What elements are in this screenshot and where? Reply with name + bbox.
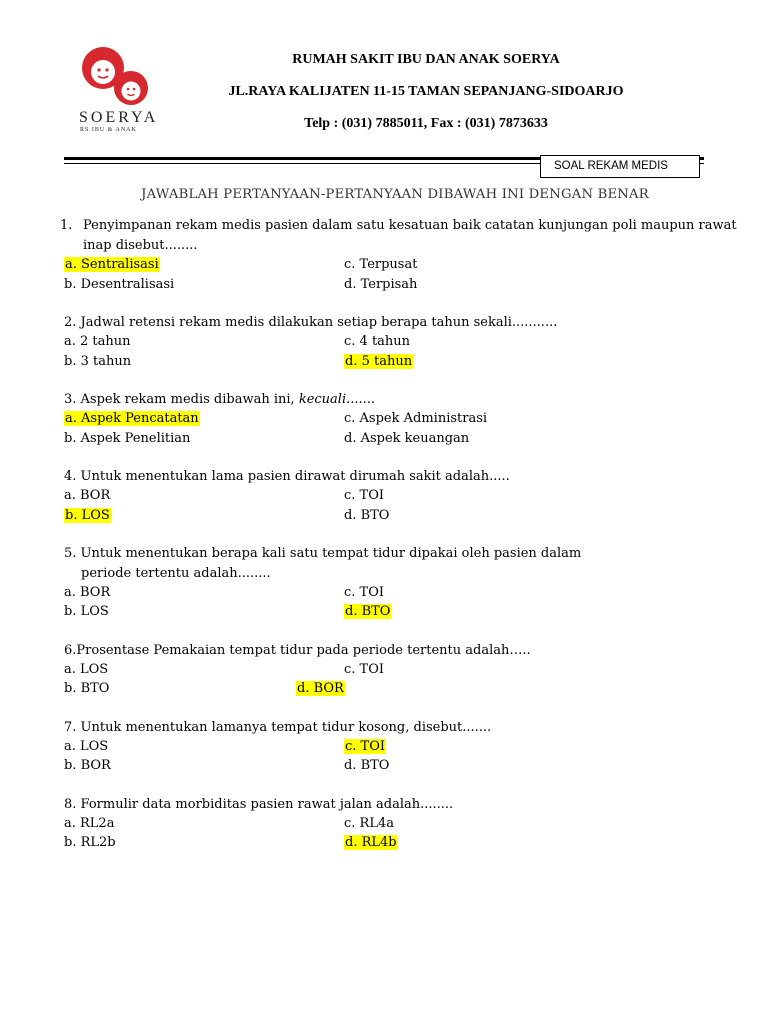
- option-a: a. LOS: [64, 662, 109, 677]
- question-text: 5. Untuk menentukan berapa kali satu tempat tidur dipakai oleh pasien dalam: [64, 546, 582, 561]
- option-c: c. RL4a: [344, 816, 394, 831]
- question-text-continued: inap disebut........: [83, 238, 198, 253]
- question-text: 2. Jadwal retensi rekam medis dilakukan setiap berapa tahun sekali...........: [64, 315, 558, 330]
- option-a: a. BOR: [64, 488, 111, 503]
- option-c: c. Aspek Administrasi: [344, 411, 488, 426]
- question-number: 1.: [60, 218, 73, 233]
- option-b: b. Desentralisasi: [64, 277, 175, 292]
- question-text: [64, 391, 375, 408]
- option-c: c. TOI: [344, 585, 385, 600]
- option-d: d. BOR: [297, 681, 344, 696]
- option-c: c. TOI: [345, 739, 386, 754]
- option-b: b. RL2b: [64, 835, 116, 850]
- option-a: a. RL2a: [64, 816, 115, 831]
- option-d: d. BTO: [344, 758, 390, 773]
- option-c: c. Terpusat: [344, 257, 418, 272]
- question-text-emphasis: kecuali: [298, 392, 347, 407]
- option-b: b. 3 tahun: [64, 354, 132, 369]
- option-b: b. LOS: [65, 508, 110, 523]
- instruction-heading: JAWABLAH PERTANYAAN-PERTANYAAN DIBAWAH INI DENGAN BENAR: [141, 187, 649, 202]
- option-d: d. RL4b: [345, 835, 397, 850]
- logo-tagline: RS IBU & ANAK: [80, 127, 137, 133]
- option-c: c. 4 tahun: [344, 334, 411, 349]
- option-a: a. Aspek Pencatatan: [65, 411, 199, 426]
- hospital-address: JL.RAYA KALIJATEN 11-15 TAMAN SEPANJANG-SIDOARJO: [228, 84, 624, 99]
- question-text: 4. Untuk menentukan lama pasien dirawat dirumah sakit adalah.....: [64, 469, 510, 484]
- question-text: 6.Prosentase Pemakaian tempat tidur pada periode tertentu adalah…..: [64, 643, 531, 658]
- option-c: c. TOI: [344, 488, 385, 503]
- option-d: d. Aspek keuangan: [344, 431, 470, 446]
- logo-wordmark: SOERYA: [79, 109, 159, 126]
- option-d: d. BTO: [344, 508, 390, 523]
- option-b: b. LOS: [64, 604, 109, 619]
- option-b: b. Aspek Penelitian: [64, 431, 191, 446]
- hospital-contact: Telp : (031) 7885011, Fax : (031) 7873633: [304, 116, 548, 131]
- question-text-ellipsis: .......: [346, 392, 376, 407]
- question-text: 8. Formulir data morbiditas pasien rawat jalan adalah........: [64, 797, 454, 812]
- question-text: Penyimpanan rekam medis pasien dalam satu kesatuan baik catatan kunjungan poli maupun rawat: [83, 218, 737, 233]
- option-a: a. Sentralisasi: [65, 257, 159, 272]
- document-label-box: SOAL REKAM MEDIS: [540, 155, 700, 178]
- option-d: d. Terpisah: [344, 277, 418, 292]
- hospital-name: RUMAH SAKIT IBU DAN ANAK SOERYA: [292, 52, 560, 67]
- question-text-main: 3. Aspek rekam medis dibawah ini,: [64, 392, 295, 407]
- option-a: a. LOS: [64, 739, 109, 754]
- option-c: c. TOI: [344, 662, 385, 677]
- option-d: d. BTO: [345, 604, 391, 619]
- option-a: a. BOR: [64, 585, 111, 600]
- question-text-continued: periode tertentu adalah........: [81, 566, 271, 581]
- option-b: b. BTO: [64, 681, 110, 696]
- option-a: a. 2 tahun: [64, 334, 131, 349]
- question-text: 7. Untuk menentukan lamanya tempat tidur kosong, disebut.......: [64, 720, 492, 735]
- option-b: b. BOR: [64, 758, 111, 773]
- option-d: d. 5 tahun: [345, 354, 413, 369]
